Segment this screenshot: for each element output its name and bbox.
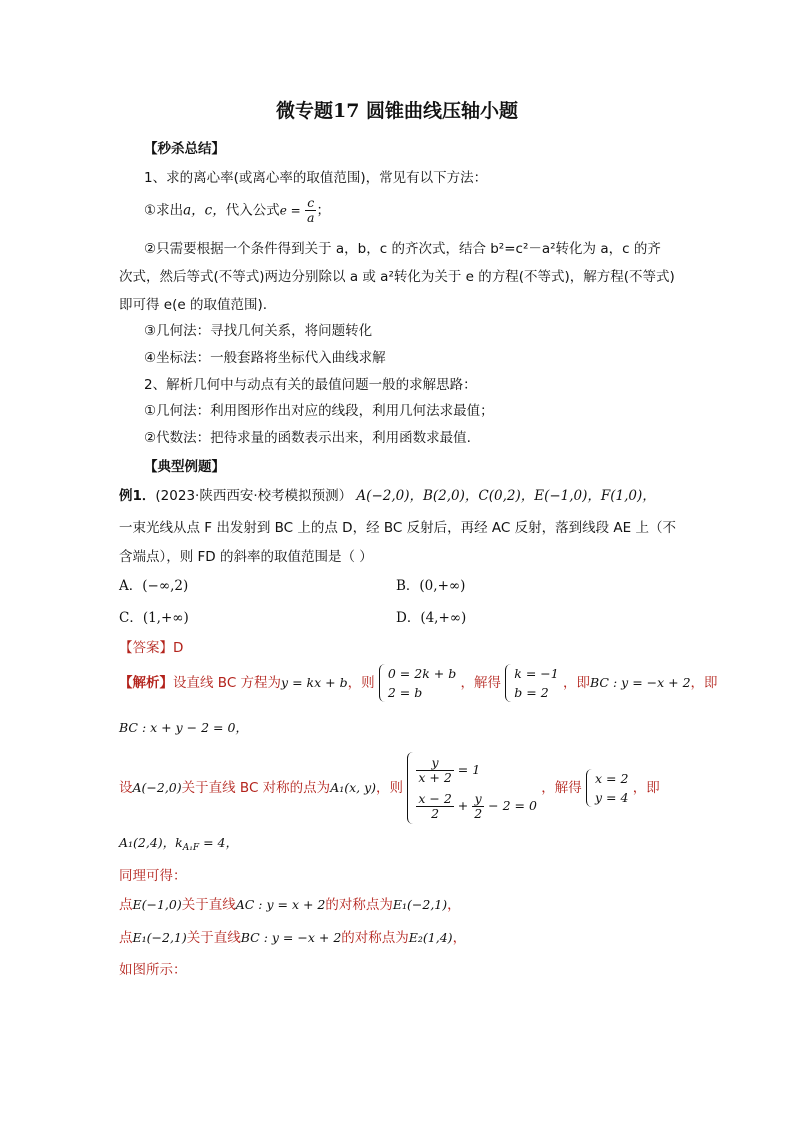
brace xyxy=(407,752,414,824)
analysis-text-7b: 关于直线 xyxy=(186,930,241,946)
fraction xyxy=(416,792,453,821)
example-line-2: 一束光线从点 F 出发射到 BC 上的点 D，经 BC 反射后，再经 AC 反射，落到线段 AE 上（不 xyxy=(119,520,676,536)
system-row: 0 = 2k + b xyxy=(387,666,457,681)
system-row xyxy=(416,752,537,788)
analysis-text-3b: 关于直线 BC 对称的点为 xyxy=(181,780,331,796)
method-2-line-1: ②只需要根据一个条件得到关于 a，b，c 的齐次式，结合 b²=c²－a²转化为 a，c 的齐 xyxy=(144,241,661,257)
method-1-vars: a，c， xyxy=(183,202,226,219)
analysis-text-6b: 关于直线 xyxy=(181,897,236,913)
example-heading: 【典型例题】 xyxy=(144,459,225,475)
fraction-numerator: x − 2 xyxy=(418,791,452,806)
brace xyxy=(586,769,593,807)
system-row: 2 = b xyxy=(387,685,423,700)
example-line-3: 含端点），则 FD 的斜率的取值范围是（ ） xyxy=(119,549,373,565)
equation-system-3 xyxy=(407,752,537,824)
example-label: 例1． xyxy=(119,488,156,504)
fraction xyxy=(416,756,453,785)
method-4: ④坐标法：一般套路将坐标代入曲线求解 xyxy=(144,350,386,366)
summary-point-2: 2、解析几何中与动点有关的最值问题一般的求解思路： xyxy=(144,377,477,393)
example-points: A(−2,0)，B(2,0)，C(0,2)，E(−1,0)，F(1,0)， xyxy=(356,488,656,504)
analysis-text-3e: ，即 xyxy=(632,780,660,796)
method-2-line-3: 即可得 e(e 的取值范围). xyxy=(119,297,268,313)
point-a: A(−2,0) xyxy=(132,780,182,795)
analysis-line-5: 同理可得： xyxy=(119,868,187,884)
eq-line-form: y = kx + b xyxy=(281,675,348,690)
analysis-line-3 xyxy=(119,752,660,824)
slope-expression: A₁(2,4)，k xyxy=(119,835,183,850)
point-e1: E₁(−2,1) xyxy=(392,897,448,912)
option-a[interactable]: A．(−∞,2) xyxy=(119,578,189,594)
option-b[interactable]: B．(0,+∞) xyxy=(396,578,466,594)
eq-bc: BC : y = −x + 2 xyxy=(240,930,342,945)
method-1 xyxy=(144,196,330,225)
analysis-text-6c: 的对称点为 xyxy=(325,897,393,913)
point-a1: A₁(x, y) xyxy=(330,780,377,795)
method-1-mid: 代入公式 xyxy=(225,202,280,219)
summary-point-1: 1、求的离心率(或离心率的取值范围)，常见有以下方法： xyxy=(144,170,488,186)
system-row: b = 2 xyxy=(514,685,549,700)
method-3: ③几何法：寻找几何关系，将问题转化 xyxy=(144,323,373,339)
brace xyxy=(505,664,512,702)
system-row: $\frac{x - 2}{2}$ + $\frac{y}{2}$ − 2 = 0 xyxy=(418,791,537,821)
system-row: x = 2 xyxy=(595,771,629,786)
analysis-text-1e: ，即 xyxy=(690,675,718,691)
page-title: 微专题17 圆锥曲线压轴小题 xyxy=(275,100,519,122)
equation-rhs: − 2 = 0 xyxy=(488,798,537,813)
analysis-text-1b: ，则 xyxy=(347,675,375,691)
analysis-line-4 xyxy=(119,833,238,853)
eccentricity-symbol: e = xyxy=(279,203,301,218)
analysis-line-6 xyxy=(119,893,461,913)
analysis-text-7a: 点 xyxy=(119,930,133,946)
analysis-text-6a: 点 xyxy=(119,897,133,913)
analysis-text-1d: ，即 xyxy=(563,675,591,691)
equation-system-1 xyxy=(379,664,456,702)
equation-rhs: = 1 xyxy=(457,762,481,777)
fraction-denominator: a xyxy=(307,210,315,225)
analysis-text-3d: ，解得 xyxy=(541,780,582,796)
fraction-numerator: y xyxy=(472,792,484,807)
summary-heading: 【秒杀总结】 xyxy=(144,141,225,157)
fraction-denominator: x + 2 xyxy=(418,770,452,785)
example-line-1 xyxy=(119,484,656,504)
method-2-line-2: 次式，然后等式(不等式)两边分别除以 a 或 a²转化为关于 e 的方程(不等式)，解方程(不等式) xyxy=(119,269,675,285)
analysis-text-6d: ， xyxy=(447,897,461,913)
equation-system-4 xyxy=(586,769,628,807)
analysis-text-7c: 的对称点为 xyxy=(341,930,409,946)
example-source: (2023·陕西西安·校考模拟预测） xyxy=(155,488,353,504)
fraction-numerator: c xyxy=(305,196,316,211)
analysis-text-1c: ，解得 xyxy=(460,675,501,691)
method-1-prefix: ①求出 xyxy=(144,202,184,219)
point-e2: E₂(1,4) xyxy=(408,930,453,945)
analysis-label: 【解析】 xyxy=(119,675,173,691)
analysis-line-2: BC : x + y − 2 = 0， xyxy=(119,720,248,735)
point-e1: E₁(−2,1) xyxy=(132,930,187,945)
summary-point-2-2: ②代数法：把待求量的函数表示出来，利用函数求最值. xyxy=(144,430,471,446)
answer: 【答案】D xyxy=(119,640,184,656)
eq-ac: AC : y = x + 2 xyxy=(235,897,326,912)
eccentricity-fraction xyxy=(305,196,316,225)
analysis-line-8: 如图所示： xyxy=(119,962,187,978)
option-d[interactable]: D．(4,+∞) xyxy=(396,610,467,626)
option-c[interactable]: C．(1,+∞) xyxy=(119,610,189,626)
eq-bc: BC : y = −x + 2 xyxy=(590,675,691,690)
fraction-denominator: 2 xyxy=(474,806,483,821)
system-row: k = −1 xyxy=(514,666,559,681)
analysis-line-1 xyxy=(119,664,718,702)
brace xyxy=(379,664,386,702)
equation-system-2 xyxy=(505,664,558,702)
method-1-end: ； xyxy=(316,202,330,219)
system-row: y = 4 xyxy=(595,790,629,805)
analysis-text-7d: ， xyxy=(452,930,467,946)
summary-point-2-1: ①几何法：利用图形作出对应的线段，利用几何法求最值； xyxy=(144,403,494,419)
point-e: E(−1,0) xyxy=(132,897,182,912)
fraction-numerator: y xyxy=(416,756,453,771)
analysis-text-3c: ，则 xyxy=(376,780,404,796)
analysis-text-3a: 设 xyxy=(119,780,133,796)
slope-value: = 4， xyxy=(203,835,238,850)
analysis-line-7 xyxy=(119,926,466,946)
fraction-denominator: 2 xyxy=(431,806,440,821)
fraction xyxy=(472,792,484,821)
analysis-text-1a: 设直线 BC 方程为 xyxy=(173,675,282,691)
slope-subscript: A₁F xyxy=(182,843,200,853)
